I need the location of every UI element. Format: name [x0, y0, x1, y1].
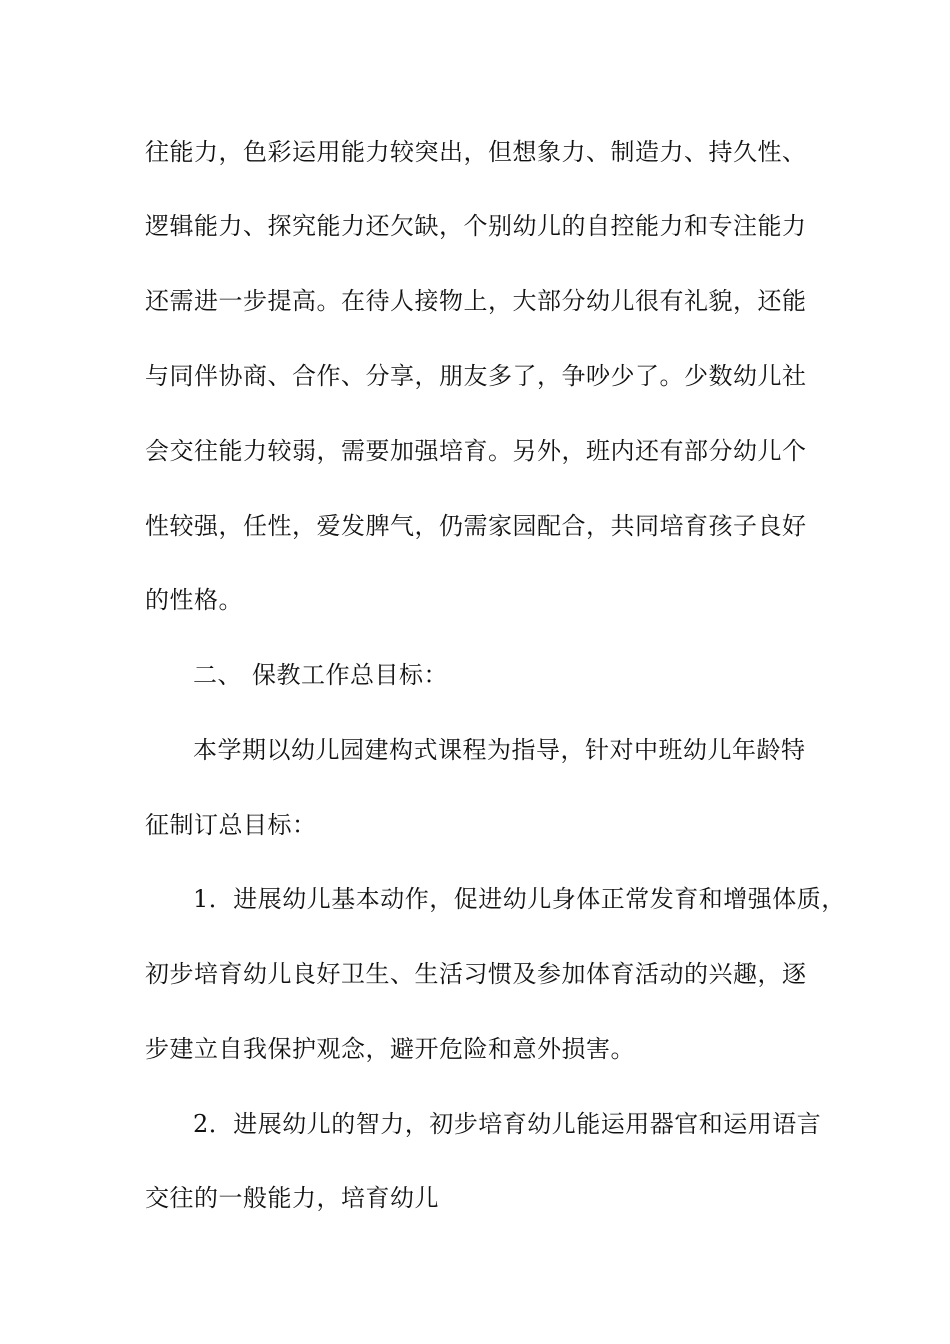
- paragraph-line: 的性格。: [145, 586, 243, 614]
- section-title: 保教工作总目标：: [252, 661, 448, 689]
- paragraph-line: 还需进一步提高。在待人接物上，大部分幼儿很有礼貌，还能: [145, 287, 807, 315]
- goal-line: 初步培育幼儿良好卫生、生活习惯及参加体育活动的兴趣，逐: [145, 960, 807, 988]
- paragraph-line: 性较强，任性，爱发脾气，仍需家园配合，共同培育孩子良好: [145, 512, 807, 540]
- paragraph-line: 征制订总目标：: [145, 811, 317, 839]
- paragraph-line: 往能力，色彩运用能力较突出，但想象力、制造力、持久性、: [145, 138, 807, 166]
- paragraph-line: 会交往能力较弱，需要加强培育。另外，班内还有部分幼儿个: [145, 437, 807, 465]
- goal-line: 交往的一般能力，培育幼儿: [145, 1184, 439, 1212]
- goal-line: 步建立自我保护观念，避开危险和意外损害。: [145, 1035, 635, 1063]
- goal-line: 1．进展幼儿基本动作，促进幼儿身体正常发育和增强体质，: [193, 885, 846, 913]
- goal-line: 2．进展幼儿的智力，初步培育幼儿能运用器官和运用语言: [193, 1110, 822, 1138]
- section-number: 二、: [193, 661, 242, 689]
- paragraph-line: 本学期以幼儿园建构式课程为指导，针对中班幼儿年龄特: [193, 736, 806, 764]
- paragraph-line: 逻辑能力、探究能力还欠缺，个别幼儿的自控能力和专注能力: [145, 212, 807, 240]
- paragraph-line: 与同伴协商、合作、分享，朋友多了，争吵少了。少数幼儿社: [145, 362, 807, 390]
